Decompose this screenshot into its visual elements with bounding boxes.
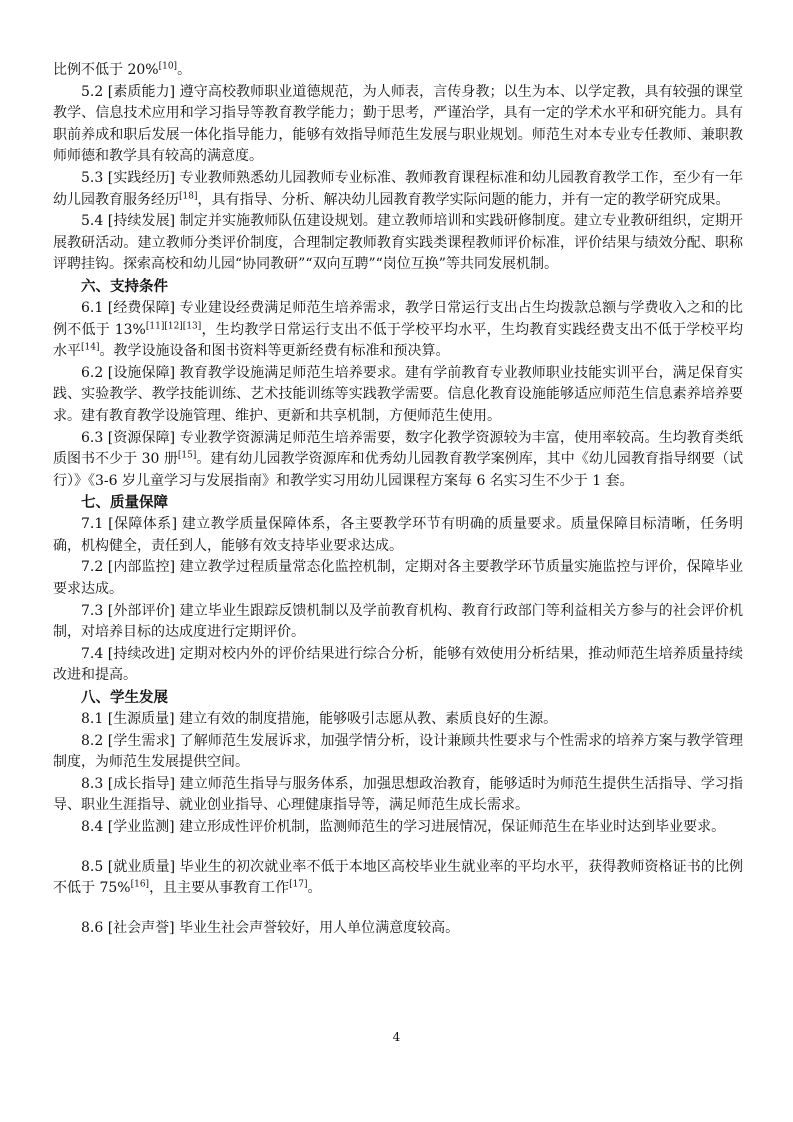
body-paragraph <box>53 857 743 900</box>
section-heading: 六、支持条件 <box>81 278 168 295</box>
citation-reference: [14] <box>81 342 100 353</box>
paragraph-text: 8.3 [成长指导] 建立师范生指导与服务体系，加强思想政治教育，能够适时为师范生提供生活指导、学习指导、职业生涯指导、就业创业指导、心理健康指导等，满足师范生成长需求。 <box>53 775 743 814</box>
body-paragraph <box>53 363 743 428</box>
citation-reference: [18] <box>179 190 198 201</box>
body-paragraph <box>53 514 743 557</box>
paragraph-text: 8.4 [学业监测] 建立形成性评价机制，监测师范生的学习进展情况，保证师范生在毕业时达到毕业要求。 <box>81 819 726 835</box>
body-paragraph <box>53 428 743 493</box>
paragraph-text: 5.2 [素质能力] 遵守高校教师职业道德规范，为人师表，言传身教；以生为本、以学定教，具有较强的课堂教学、信息技术应用和学习指导等教育教学能力；勤于思考，严谨治学，具有一定的学术水平和研究能力。具有职前养成和职后发展一体化指导能力，能够有效指导师范生发展与职业规划。师范生对本专业专任教师、兼职教师师德和教学具有较高的满意度。 <box>53 83 743 165</box>
paragraph-text: 6.2 [设施保障] 教育教学设施满足师范生培养要求。建有学前教育专业教师职业技能实训平台，满足保育实践、实验教学、教学技能训练、艺术技能训练等实践教学需要。信息化教育设施能够适应师范生信息素养培养要求。建有教育教学设施管理、维护、更新和共享机制，方便师范生使用。 <box>53 364 743 424</box>
body-paragraph <box>53 731 743 774</box>
paragraph-spacer <box>53 900 743 918</box>
body-paragraph <box>53 168 743 211</box>
paragraph-text: 8.6 [社会声誉] 毕业生社会声誉较好，用人单位满意度较高。 <box>81 919 460 936</box>
citation-reference: [11][12][13] <box>145 320 202 331</box>
paragraph-text: 5.4 [持续发展] 制定并实施教师队伍建设规划。建立教师培训和实践研修制度。建立专业教研组织，定期开展教研活动。建立教师分类评价制度，合理制定教师教育实践类课程教师评价标准，评价结果与绩效分配、职称评聘挂钩。探索高校和幼儿园“协同教研”“双向互聘”“岗位互换”等共同发展机制。 <box>53 213 743 273</box>
paragraph-text: 。建有幼儿园教学资源库和优秀幼儿园教育教学案例库，其中《幼儿园教育指导纲要（试行）》《3-6 岁儿童学习与发展指南》和教学实习用幼儿园课程方案每 6 名实习生不少于 1 套。 <box>53 451 744 489</box>
paragraph-text: ，且主要从事教育工作 <box>149 880 290 897</box>
paragraph-text: 7.2 [内部监控] 建立教学过程质量常态化监控机制，定期对各主要教学环节质量实施监控与评价，保障毕业要求达成。 <box>53 559 743 598</box>
body-paragraph <box>53 774 743 817</box>
paragraph-text: 比例不低于 20% <box>53 62 159 78</box>
paragraph-text: 。 <box>307 880 322 897</box>
body-paragraph <box>53 601 743 644</box>
body-paragraph <box>53 817 743 839</box>
paragraph-text: 7.4 [持续改进] 定期对校内外的评价结果进行综合分析，能够有效使用分析结果，推动师范生培养质量持续改进和提高。 <box>53 645 743 684</box>
citation-reference: [15] <box>177 450 197 461</box>
citation-reference: [17] <box>289 879 308 890</box>
paragraph-text: 7.3 [外部评价] 建立毕业生跟踪反馈机制以及学前教育机构、教育行政部门等利益相关方参与的社会评价机制，对培养目标的达成度进行定期评价。 <box>53 602 743 641</box>
paragraph-text: 。教学设施设备和图书资料等更新经费有标准和预决算。 <box>99 343 450 360</box>
paragraph-text: 8.5 [就业质量] 毕业生的初次就业率不低于本地区高校毕业生就业率的平均水平，获得教师资格证书的比例不低于 75% <box>53 858 743 897</box>
body-paragraph <box>53 557 743 600</box>
paragraph-text: 8.1 [生源质量] 建立有效的制度措施，能够吸引志愿从教、素质良好的生源。 <box>81 711 558 728</box>
paragraph-text: 8.2 [学生需求] 了解师范生发展诉求，加强学情分析，设计兼顾共性要求与个性需求的培养方案与教学管理制度，为师范生发展提供空间。 <box>53 732 743 771</box>
paragraph-text: 。 <box>177 62 192 78</box>
section-heading: 八、学生发展 <box>81 690 168 707</box>
document-page <box>53 60 743 939</box>
body-paragraph <box>53 644 743 687</box>
paragraph-spacer <box>53 839 743 857</box>
paragraph-text: ，生均教学日常运行支出不低于学校平均水平，生均教育实践经费支出不低于学校平均水平 <box>53 321 744 360</box>
body-paragraph <box>53 211 743 276</box>
citation-reference: [16] <box>130 879 150 890</box>
paragraph-text: 6.3 [资源保障] 专业教学资源满足师范生培养需要，数字化教学资源较为丰富，使用率较高。生均教育类纸质图书不少于 30 册 <box>53 429 743 468</box>
page-number: 4 <box>392 1030 401 1044</box>
paragraph-text: ，具有指导、分析、解决幼儿园教育教学实际问题的能力，并有一定的教学研究成果。 <box>197 191 730 208</box>
paragraph-text: 7.1 [保障体系] 建立教学质量保障体系，各主要教学环节有明确的质量要求。质量保障目标清晰，任务明确，机构健全，责任到人，能够有效支持毕业要求达成。 <box>53 516 743 554</box>
paragraph-text: 5.3 [实践经历] 专业教师熟悉幼儿园教师专业标准、教师教育课程标准和幼儿园教育教学工作，至少有一年幼儿园教育服务经历 <box>53 169 743 208</box>
body-paragraph <box>53 60 743 82</box>
paragraph-text: 6.1 [经费保障] 专业建设经费满足师范生培养需求，教学日常运行支出占生均拨款总额与学费收入之和的比例不低于 13% <box>53 299 743 338</box>
section-heading: 七、质量保障 <box>81 495 168 512</box>
body-paragraph <box>53 709 743 731</box>
body-paragraph <box>53 82 743 168</box>
body-paragraph <box>53 298 743 363</box>
body-paragraph <box>53 918 743 940</box>
citation-reference: [10] <box>158 61 178 72</box>
